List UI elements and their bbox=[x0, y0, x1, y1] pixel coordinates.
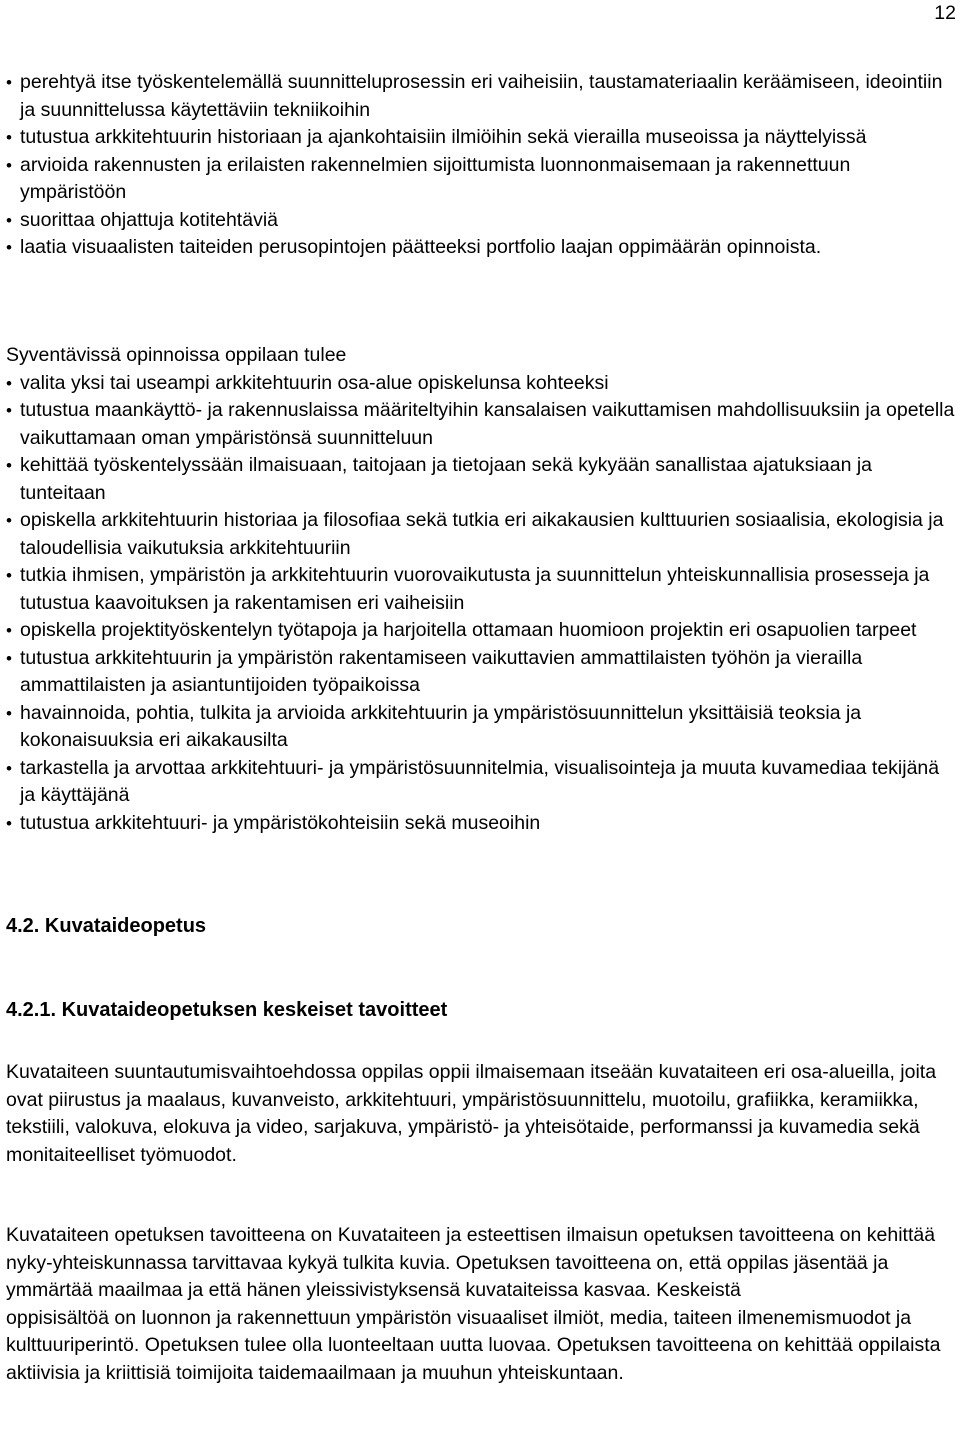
list-item: • valita yksi tai useampi arkkitehtuurin osa-alue opiskelunsa kohteeksi bbox=[6, 370, 958, 398]
advanced-studies-section bbox=[6, 342, 958, 837]
advanced-intro: Syventävissä opinnoissa oppilaan tulee bbox=[6, 344, 347, 366]
list-item: • perehtyä itse työskentelemällä suunnitteluprosessin eri vaiheisiin, taustamateriaalin keräämiseen, ideointiin ja suunnittelussa käytettäviin tekniikoihin bbox=[6, 69, 958, 124]
list-item: • arvioida rakennusten ja erilaisten rakennelmien sijoittumista luonnonmaisemaan ja rakennettuun ympäristöön bbox=[6, 152, 958, 207]
paragraph-teaching-goals bbox=[6, 1222, 958, 1387]
list-item: • suorittaa ohjattuja kotitehtäviä bbox=[6, 207, 958, 235]
subsection-heading: 4.2.1. Kuvataideopetuksen keskeiset tavoitteet bbox=[6, 999, 448, 1021]
section-heading: 4.2. Kuvataideopetus bbox=[6, 915, 207, 937]
list-item: • tarkastella ja arvottaa arkkitehtuuri- ja ympäristösuunnitelmia, visualisointeja ja muuta kuvamediaa tekijänä ja käyttäjänä bbox=[6, 755, 958, 810]
paragraph-visual-arts-options: Kuvataiteen suuntautumisvaihtoehdossa oppilas oppii ilmaisemaan itseään kuvataiteen eri osa-alueilla, joita ovat piirustus ja maalaus, kuvanveisto, arkkitehtuuri, ympäristösuunnittelu, muotoilu, grafiikka, keramiikka, tekstiili, valokuva, elokuva ja video, sarjakuva, ympäristö- ja yhteisötaide, performanssi ja kuvamedia sekä monitaiteelliset työmuodot. bbox=[6, 1061, 937, 1166]
paragraph-line-group: oppisisältöä on luonnon ja rakennettuun ympäristön visuaaliset ilmiöt, media, taiteen ilmenemismuodot ja kulttuuriperintö. Opetuksen tulee olla luonteeltaan uutta luovaa. Opetuksen tavoitteena on kehittää oppilaista aktiivisia ja kriittisiä toimijoita taidemaailmaan ja muuhun yhteiskuntaan. bbox=[6, 1306, 941, 1384]
paragraph-line-group: Kuvataiteen opetuksen tavoitteena on Kuvataiteen ja esteettisen ilmaisun opetuksen tavoitteena on kehittää nyky-yhteiskunnassa tarvittavaa kykyä tulkita kuvia. Opetuksen tavoitteena on, että oppilas jäsentää ja ymmärtää maailmaa ja että hänen yleissivistyksensä kuvataiteissa kasvaa. Keskeistä bbox=[6, 1224, 936, 1301]
objectives-list-basic bbox=[6, 69, 958, 262]
list-item: • tutustua maankäyttö- ja rakennuslaissa määriteltyihin kansalaisen vaikuttamisen mahdollisuuksiin ja opetella vaikuttamaan oman ympäristönsä suunnitteluun bbox=[6, 397, 958, 452]
list-item: • laatia visuaalisten taiteiden perusopintojen päätteeksi portfolio laajan oppimäärän opinnoista. bbox=[6, 234, 958, 262]
list-item: • tutustua arkkitehtuuri- ja ympäristökohteisiin sekä museoihin bbox=[6, 810, 958, 838]
list-item: • opiskella projektityöskentelyn työtapoja ja harjoitella ottamaan huomioon projektin eri osapuolien tarpeet bbox=[6, 617, 958, 645]
list-item: • tutustua arkkitehtuurin historiaan ja ajankohtaisiin ilmiöihin sekä vierailla museoissa ja näyttelyissä bbox=[6, 124, 958, 152]
list-item: • kehittää työskentelyssään ilmaisuaan, taitojaan ja tietojaan sekä kykyään sanallistaa ajatuksiaan ja tunteitaan bbox=[6, 452, 958, 507]
list-item: • havainnoida, pohtia, tulkita ja arvioida arkkitehtuurin ja ympäristösuunnittelun yksittäisiä teoksia ja kokonaisuuksia eri aikakausilta bbox=[6, 700, 958, 755]
page-number: 12 bbox=[934, 2, 956, 24]
list-item: • opiskella arkkitehtuurin historiaa ja filosofiaa sekä tutkia eri aikakausien kulttuurien sosiaalisia, ekologisia ja taloudellisia vaikutuksia arkkitehtuuriin bbox=[6, 507, 958, 562]
list-item: • tutkia ihmisen, ympäristön ja arkkitehtuurin vuorovaikutusta ja suunnittelun yhteiskunnallisia prosesseja ja tutustua kaavoituksen ja rakentamisen eri vaiheisiin bbox=[6, 562, 958, 617]
list-item: • tutustua arkkitehtuurin ja ympäristön rakentamiseen vaikuttavien ammattilaisten työhön ja vierailla ammattilaisten ja asiantuntijoiden työpaikoissa bbox=[6, 645, 958, 700]
